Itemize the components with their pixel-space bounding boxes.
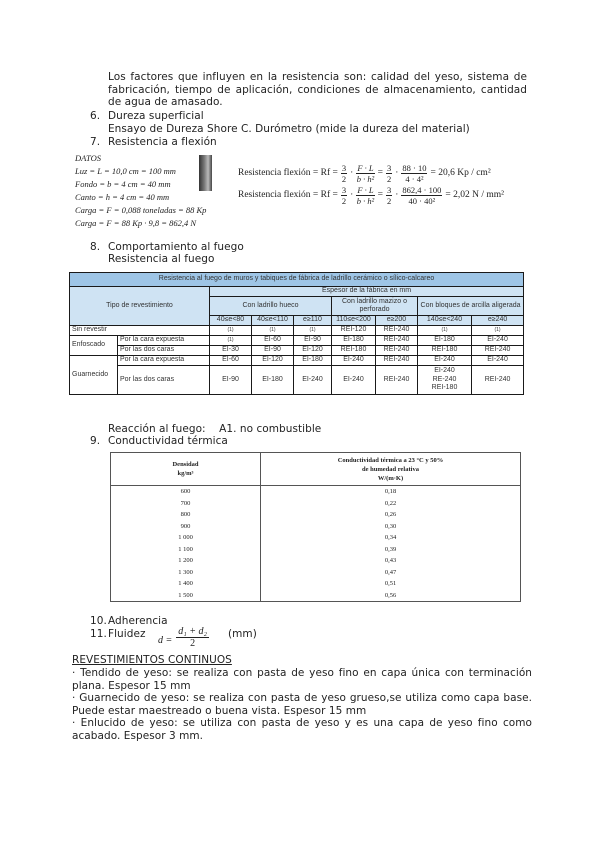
table-cell: 0,18	[261, 486, 521, 498]
revest-line: · Guarnecido de yeso: se realiza con pasta de yeso grueso,se utiliza como capa base.	[72, 692, 532, 705]
table-cell: (1)	[210, 326, 252, 336]
formula-1-label: Resistencia flexión = Rf =	[238, 168, 338, 178]
revest-line: · Enlucido de yeso: se utiliza con pasta de yeso y es una capa de yeso fino como	[72, 717, 532, 730]
row-label: Por las dos caras	[118, 346, 210, 356]
datos-line: Canto = h = 4 cm = 40 mm	[75, 192, 170, 202]
table-cell: EI-120	[294, 346, 332, 356]
table-cell: EI-90	[252, 346, 294, 356]
fraction-num: 3	[386, 184, 392, 195]
table-cell: 1 200	[111, 555, 261, 567]
table-row	[70, 356, 524, 366]
table-cell: 0,39	[261, 544, 521, 556]
item-11-title: Fluidez	[108, 628, 146, 640]
fraction-den: 2	[386, 173, 392, 184]
fraction	[356, 185, 374, 206]
table-cell: REI-120	[332, 326, 376, 336]
table-cell: EI-90	[294, 336, 332, 346]
fraction	[176, 626, 209, 649]
table-row	[111, 509, 521, 521]
datos-line: Luz = L = 10,0 cm = 100 mm	[75, 166, 176, 176]
fire-table-group-bloques: Con bloques de arcilla aligerada	[418, 297, 524, 316]
table-cell: EI-240 RE-240 REI-180	[418, 366, 472, 395]
fraction-den: b · h²	[356, 173, 375, 184]
cond-header-text: Conductividad térmica a 23 °C y 50%	[337, 456, 444, 464]
fraction-num: d₁ + d₂	[178, 626, 207, 637]
fraction-num: 3	[341, 184, 347, 195]
table-cell: 1 500	[111, 590, 261, 602]
item-8-subtitle: Resistencia al fuego	[108, 253, 215, 265]
table-cell: 900	[111, 521, 261, 533]
item-6-title: Dureza superficial	[108, 110, 204, 122]
item-7-title: Resistencia a flexión	[108, 136, 217, 148]
item-9-number: 9.	[90, 435, 101, 447]
table-cell: (1)	[210, 336, 252, 346]
table-cell: (1)	[472, 326, 524, 336]
revestimientos-body	[72, 667, 532, 743]
table-cell: EI-240	[294, 366, 332, 395]
formula-2-result: = 2,02 N / mm²	[445, 190, 504, 200]
table-row	[70, 366, 524, 395]
fraction-den: 2	[190, 638, 196, 649]
table-cell: EI-180	[252, 366, 294, 395]
item-7-number: 7.	[90, 136, 101, 148]
fraction	[386, 163, 392, 184]
intro-line: fabricación, tiempo de aplicación, condiciones de almacenamiento, cantidad	[108, 83, 527, 96]
formula-1: Resistencia flexión = Rf = $\frac{3}{2}$ · $\frac{F \cdot L}{\text{b · h²}}$ = $\frac{3}{2}$ · $\frac{88 \cdot 10}{\text{4 · 4²}}$ = 20,6 Kp / cm²	[238, 162, 491, 184]
table-cell: EI-240	[332, 356, 376, 366]
cond-header-text: de humedad relativa	[362, 465, 419, 473]
intro-paragraph	[108, 71, 527, 109]
item-8-title: Comportamiento al fuego	[108, 241, 244, 253]
table-cell: 0,30	[261, 521, 521, 533]
row-label: Por la cara expuesta	[118, 336, 210, 346]
table-cell: EI-240	[332, 366, 376, 395]
table-cell: 1 300	[111, 567, 261, 579]
revestimientos-heading: REVESTIMIENTOS CONTINUOS	[72, 654, 232, 666]
fire-table-subheader: 40≤e<80	[210, 316, 252, 326]
datos-line: Carga = F = 0,088 toneladas = 88 Kp	[75, 205, 207, 215]
fraction	[356, 163, 374, 184]
item-6-number: 6.	[90, 110, 101, 122]
table-row	[111, 498, 521, 510]
table-cell: (1)	[418, 326, 472, 336]
table-cell: 600	[111, 486, 261, 498]
table-row	[111, 532, 521, 544]
fire-table-group-macizo: Con ladrillo mazizo o perforado	[332, 297, 418, 316]
table-cell: 0,47	[261, 567, 521, 579]
table-row	[111, 486, 521, 498]
fraction	[401, 185, 442, 206]
table-cell: 0,56	[261, 590, 521, 602]
row-group-label: Enfoscado	[70, 336, 118, 356]
table-row	[111, 555, 521, 567]
cond-header-text: W/(m·K)	[377, 474, 404, 482]
cond-header-density	[111, 453, 261, 486]
fire-resistance-table	[69, 272, 524, 395]
row-group-label: Guarnecido	[70, 356, 118, 395]
revest-line: · Tendido de yeso: se realiza con pasta de yeso fino en capa única con terminación	[72, 667, 532, 679]
fire-table-col-espesor: Espesor de la fábrica en mm	[210, 287, 524, 297]
table-cell: EI-90	[210, 366, 252, 395]
fraction-den: 2	[341, 173, 347, 184]
fraction	[341, 163, 347, 184]
fraction-den: 40 · 40²	[408, 195, 436, 206]
table-cell: 800	[111, 509, 261, 521]
table-cell: EI-60	[252, 336, 294, 346]
fraction-num: 3	[386, 162, 392, 173]
fraction	[401, 163, 427, 184]
conductivity-table	[110, 452, 521, 602]
intro-line: de agua de amasado.	[108, 96, 223, 109]
cond-header-text: Densidad	[172, 461, 199, 468]
fraction-num: F · L	[357, 184, 374, 195]
fraction	[341, 185, 347, 206]
reaccion-fuego: Reacción al fuego: A1. no combustible	[108, 423, 322, 435]
table-row	[70, 326, 524, 336]
datos-block	[75, 152, 206, 230]
item-8-number: 8.	[90, 241, 101, 253]
fire-table-group-hueco: Con ladrillo hueco	[210, 297, 332, 316]
table-row	[111, 590, 521, 602]
table-row	[111, 567, 521, 579]
row-label: Por la cara expuesta	[118, 356, 210, 366]
row-label: Sin revestir	[70, 326, 210, 336]
fluidez-unit: (mm)	[228, 628, 257, 640]
fraction-num: 88 · 10	[402, 162, 427, 173]
table-cell: EI-180	[294, 356, 332, 366]
table-cell: EI-60	[210, 356, 252, 366]
table-row	[70, 346, 524, 356]
formula-d: d =	[158, 635, 173, 646]
table-cell: 1 400	[111, 578, 261, 590]
fraction-num: 862,4 · 100	[402, 184, 442, 195]
fire-table-subheader: e≥240	[472, 316, 524, 326]
table-cell: REI-180	[418, 346, 472, 356]
table-cell: 0,26	[261, 509, 521, 521]
datos-line: Fondo = b = 4 cm = 40 mm	[75, 179, 171, 189]
table-cell: EI-240	[418, 356, 472, 366]
fire-table-subheader: 140≤e<240	[418, 316, 472, 326]
revest-line: plana. Espesor 15 mm	[72, 679, 191, 692]
fire-table-title: Resistencia al fuego de muros y tabiques de fábrica de ladrillo cerámico o sílico-calcareo	[70, 273, 524, 287]
fraction-den: 2	[386, 195, 392, 206]
table-cell: EI-30	[210, 346, 252, 356]
table-cell: REI-240	[376, 326, 418, 336]
datos-line: Carga = F = 88 Kp · 9,8 = 862,4 N	[75, 218, 197, 228]
table-cell: 1 000	[111, 532, 261, 544]
fraction-den: 2	[341, 195, 347, 206]
item-11-number: 11.	[90, 628, 107, 640]
fire-table-col-tipo: Tipo de revestimiento	[70, 287, 210, 326]
table-row	[111, 578, 521, 590]
fraction-den: b · h²	[356, 195, 375, 206]
table-cell: 0,22	[261, 498, 521, 510]
table-cell: REI-240	[376, 356, 418, 366]
fire-table-subheader: e≥110	[294, 316, 332, 326]
fire-table-subheader: e≥200	[376, 316, 418, 326]
table-cell: REI-240	[376, 346, 418, 356]
revest-line: acabado. Espesor 3 mm.	[72, 729, 204, 742]
table-row	[111, 544, 521, 556]
item-9-title: Conductividad térmica	[108, 435, 228, 447]
table-cell: EI-240	[472, 356, 524, 366]
table-cell: REI-180	[332, 346, 376, 356]
table-cell: EI-180	[332, 336, 376, 346]
table-row	[111, 521, 521, 533]
cond-header-text: kg/m³	[177, 470, 194, 477]
table-cell: 0,43	[261, 555, 521, 567]
row-label: Por las dos caras	[118, 366, 210, 395]
table-cell: 0,34	[261, 532, 521, 544]
fluidez-formula	[158, 626, 209, 649]
table-row	[70, 336, 524, 346]
intro-line: Los factores que influyen en la resistencia son: calidad del yeso, sistema de	[108, 71, 527, 83]
table-cell: EI-240	[472, 336, 524, 346]
formula-1-result: = 20,6 Kp / cm²	[430, 168, 491, 178]
table-cell: EI-120	[252, 356, 294, 366]
formula-2: Resistencia flexión = Rf = $\frac{3}{2}$ · $\frac{F \cdot L}{\text{b · h²}}$ = $\frac{3}{2}$ · $\frac{862,4 \cdot 100}{\text{40 · 40²}}$ = 2,02 N / mm²	[238, 184, 504, 206]
specimen-photo	[199, 155, 212, 191]
fire-table-subheader: 110≤e<200	[332, 316, 376, 326]
fraction-den: 4 · 4²	[405, 173, 424, 184]
table-cell: (1)	[294, 326, 332, 336]
revest-line: Puede estar maestreado o buena vista. Espesor 15 mm	[72, 704, 367, 717]
table-cell: 700	[111, 498, 261, 510]
item-10-number: 10.	[90, 615, 107, 627]
table-cell: 1 100	[111, 544, 261, 556]
table-cell: (1)	[252, 326, 294, 336]
fraction-num: F · L	[357, 162, 374, 173]
table-cell: REI-240	[472, 366, 524, 395]
formula-2-label: Resistencia flexión = Rf =	[238, 190, 338, 200]
table-cell: 0,51	[261, 578, 521, 590]
table-cell: REI-240	[376, 336, 418, 346]
table-cell: REI-240	[376, 366, 418, 395]
cond-header-conductivity	[261, 453, 521, 486]
fire-table-subheader: 40≤e<110	[252, 316, 294, 326]
item-10-title: Adherencia	[108, 615, 168, 627]
fraction	[386, 185, 392, 206]
table-cell: EI-180	[418, 336, 472, 346]
table-cell: REI-240	[472, 346, 524, 356]
datos-heading: DATOS	[75, 153, 101, 163]
fraction-num: 3	[341, 162, 347, 173]
item-6-subtitle: Ensayo de Dureza Shore C. Durómetro (mide la dureza del material)	[108, 123, 470, 135]
